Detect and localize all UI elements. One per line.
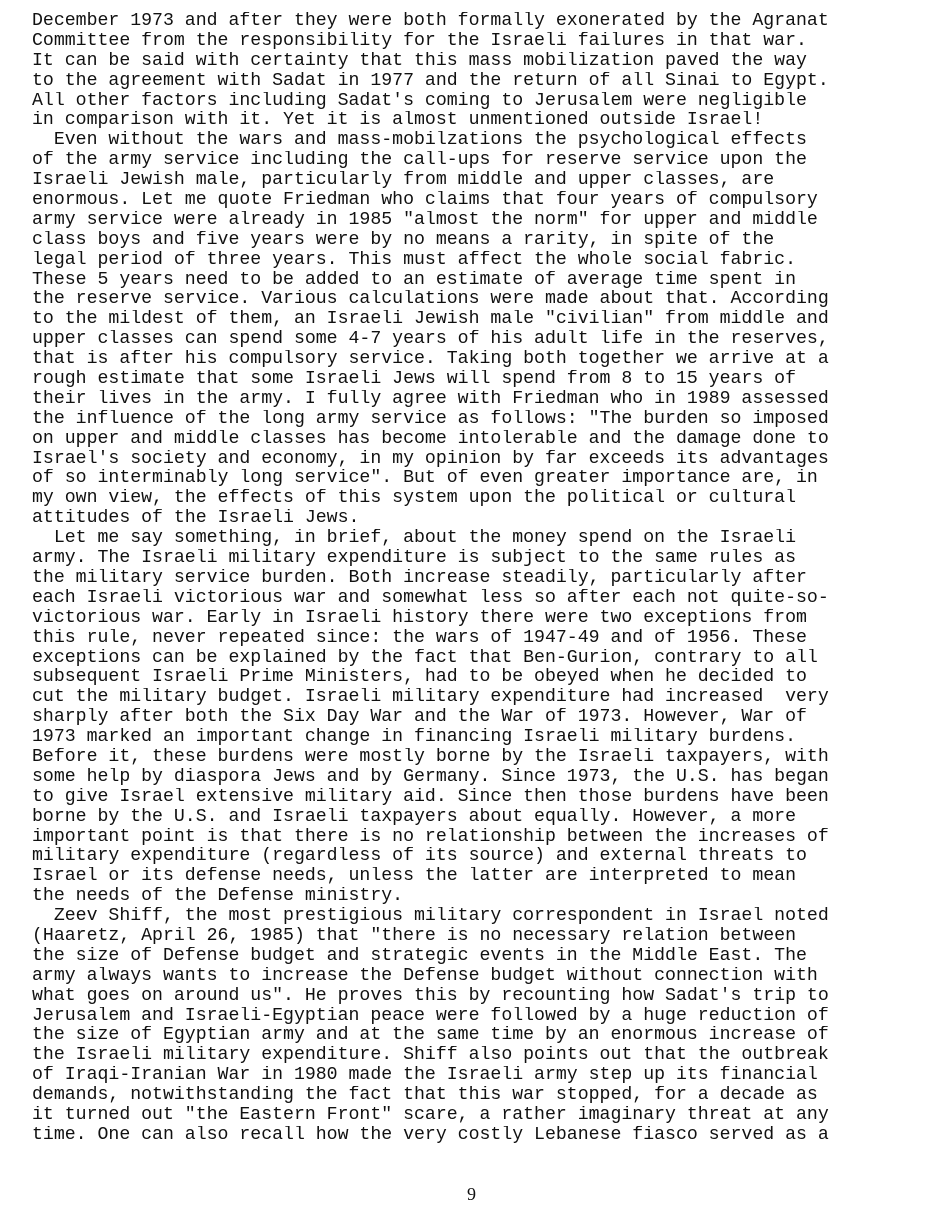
page-number: 9 <box>467 1184 476 1204</box>
text-line: time. One can also recall how the very costly Lebanese fiasco served as a <box>32 1125 829 1145</box>
text-line: cut the military budget. Israeli military expenditure had increased very <box>32 688 829 708</box>
text-line: Zeev Shiff, the most prestigious military correspondent in Israel noted <box>32 907 829 927</box>
text-line: of Iraqi-Iranian War in 1980 made the Israeli army step up its financial <box>32 1066 818 1086</box>
text-line: sharply after both the Six Day War and the War of 1973. However, War of <box>32 708 807 728</box>
text-line: to the mildest of them, an Israeli Jewish male "civilian" from middle and <box>32 310 829 330</box>
text-line: Committee from the responsibility for the Israeli failures in that war. <box>32 31 807 51</box>
text-line: legal period of three years. This must affect the whole social fabric. <box>32 250 796 270</box>
text-line: army. The Israeli military expenditure is subject to the same rules as <box>32 549 796 569</box>
text-line: Let me say something, in brief, about the money spend on the Israeli <box>32 529 796 549</box>
body-text <box>32 12 922 1146</box>
text-line: on upper and middle classes has become intolerable and the damage done to <box>32 429 829 449</box>
text-line: my own view, the effects of this system upon the political or cultural <box>32 489 796 509</box>
text-line: their lives in the army. I fully agree with Friedman who in 1989 assessed <box>32 389 829 409</box>
text-line: victorious war. Early in Israeli history there were two exceptions from <box>32 608 807 628</box>
text-line: army service were already in 1985 "almost the norm" for upper and middle <box>32 210 818 230</box>
text-line: (Haaretz, April 26, 1985) that "there is no necessary relation between <box>32 926 796 946</box>
text-line: 1973 marked an important change in financing Israeli military burdens. <box>32 728 796 748</box>
text-line: to the agreement with Sadat in 1977 and the return of all Sinai to Egypt. <box>32 71 829 91</box>
text-line: Jerusalem and Israeli-Egyptian peace were followed by a huge reduction of <box>32 1006 829 1026</box>
text-line: in comparison with it. Yet it is almost unmentioned outside Israel! <box>32 111 764 131</box>
text-line: rough estimate that some Israeli Jews will spend from 8 to 15 years of <box>32 370 796 390</box>
text-line: what goes on around us". He proves this by recounting how Sadat's trip to <box>32 986 829 1006</box>
text-line: the military service burden. Both increase steadily, particularly after <box>32 568 807 588</box>
text-line: the needs of the Defense ministry. <box>32 887 404 907</box>
text-line: each Israeli victorious war and somewhat less so after each not quite-so- <box>32 588 829 608</box>
text-line: Before it, these burdens were mostly borne by the Israeli taxpayers, with <box>32 747 829 767</box>
text-line: some help by diaspora Jews and by Germany. Since 1973, the U.S. has began <box>32 767 829 787</box>
text-line: that is after his compulsory service. Taking both together we arrive at a <box>32 350 829 370</box>
text-line: Israeli Jewish male, particularly from middle and upper classes, are <box>32 171 775 191</box>
text-line: the size of Egyptian army and at the same time by an enormous increase of <box>32 1026 829 1046</box>
text-line: demands, notwithstanding the fact that this war stopped, for a decade as <box>32 1086 818 1106</box>
text-line: class boys and five years were by no means a rarity, in spite of the <box>32 230 775 250</box>
text-line: of so interminably long service". But of even greater importance are, in <box>32 469 818 489</box>
text-line: exceptions can be explained by the fact that Ben-Gurion, contrary to all <box>32 648 818 668</box>
text-line: Even without the wars and mass-mobilzations the psychological effects <box>32 131 807 151</box>
text-line: of the army service including the call-ups for reserve service upon the <box>32 151 807 171</box>
text-line: Israel or its defense needs, unless the latter are interpreted to mean <box>32 867 796 887</box>
text-line: it turned out "the Eastern Front" scare, a rather imaginary threat at any <box>32 1105 829 1125</box>
text-line: All other factors including Sadat's coming to Jerusalem were negligible <box>32 91 807 111</box>
text-line: December 1973 and after they were both formally exonerated by the Agranat <box>32 12 829 31</box>
text-line: to give Israel extensive military aid. Since then those burdens have been <box>32 787 829 807</box>
text-line: army always wants to increase the Defense budget without connection with <box>32 966 818 986</box>
text-line: upper classes can spend some 4-7 years of his adult life in the reserves, <box>32 330 829 350</box>
text-line: enormous. Let me quote Friedman who claims that four years of compulsory <box>32 191 818 211</box>
text-line: important point is that there is no relationship between the increases of <box>32 827 829 847</box>
text-line: the size of Defense budget and strategic events in the Middle East. The <box>32 946 807 966</box>
text-line: These 5 years need to be added to an estimate of average time spent in <box>32 270 796 290</box>
text-line: this rule, never repeated since: the wars of 1947-49 and of 1956. These <box>32 628 807 648</box>
text-line: attitudes of the Israeli Jews. <box>32 509 360 529</box>
text-line: the influence of the long army service as follows: "The burden so imposed <box>32 409 829 429</box>
text-line: military expenditure (regardless of its source) and external threats to <box>32 847 807 867</box>
text-line: Israel's society and economy, in my opinion by far exceeds its advantages <box>32 449 829 469</box>
text-line: the reserve service. Various calculations were made about that. According <box>32 290 829 310</box>
text-line: It can be said with certainty that this mass mobilization paved the way <box>32 51 807 71</box>
text-line: the Israeli military expenditure. Shiff also points out that the outbreak <box>32 1046 829 1066</box>
text-line: borne by the U.S. and Israeli taxpayers about equally. However, a more <box>32 807 796 827</box>
text-line: subsequent Israeli Prime Ministers, had to be obeyed when he decided to <box>32 668 807 688</box>
